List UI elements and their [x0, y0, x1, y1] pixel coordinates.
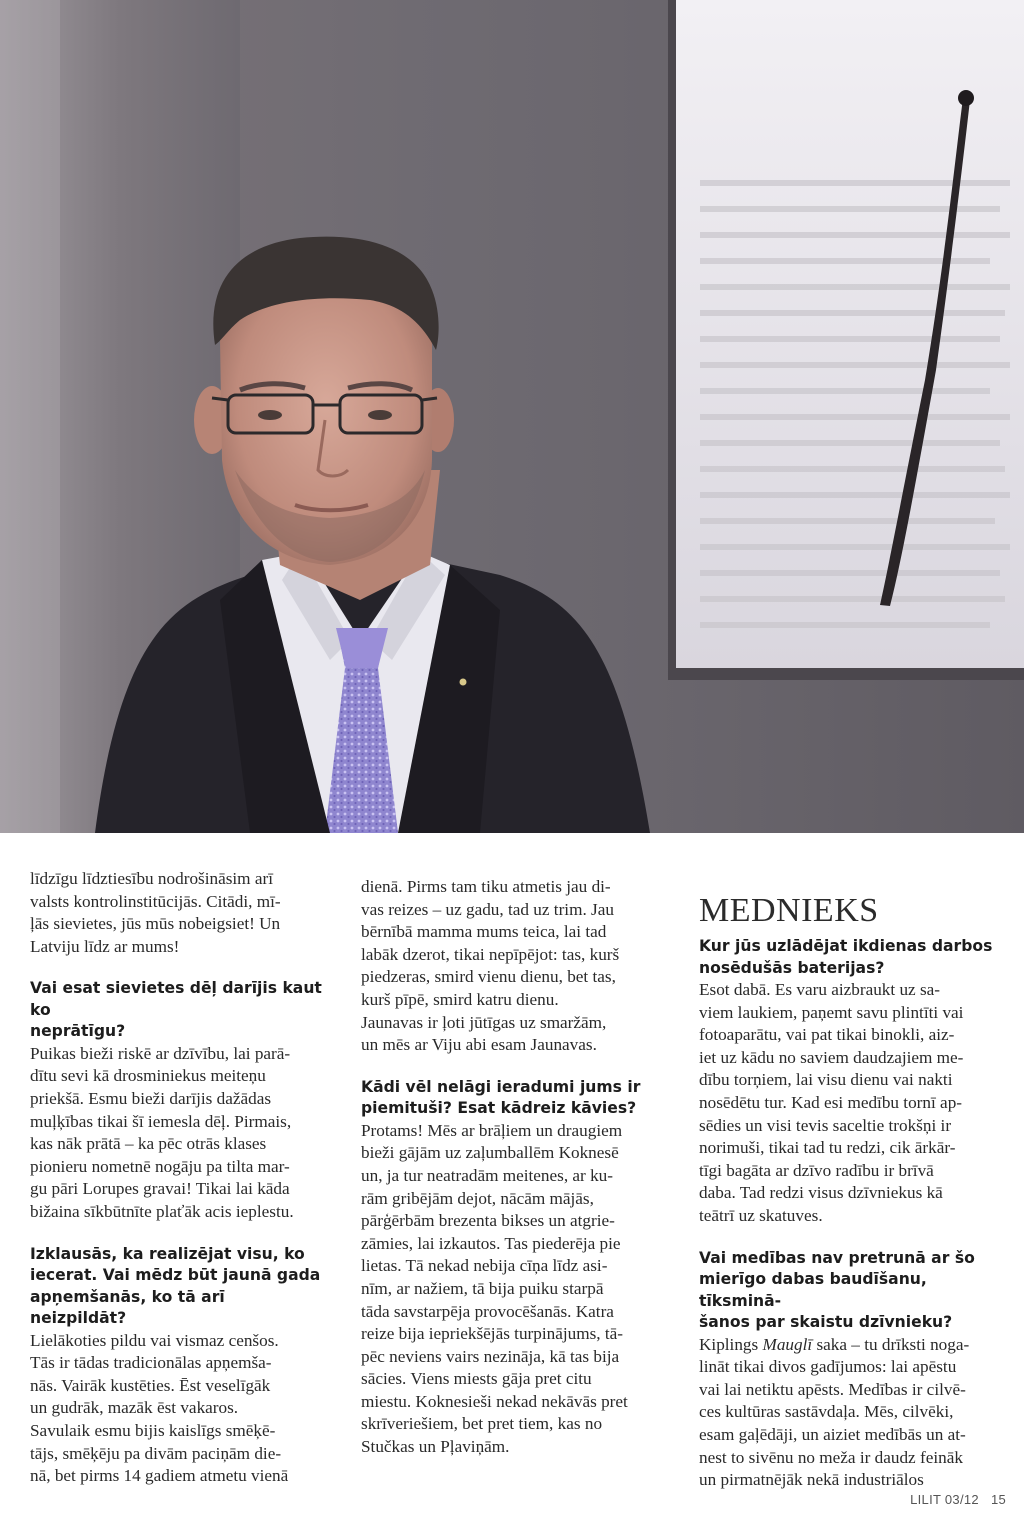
paragraph: dienā. Pirms tam tiku atmetis jau di- vas reizes – uz gadu, tad uz trim. Jau bērnībā mamma mums teica, lai tad labāk dzerot, tikai nepīpējot: tas, kurš piedzeras, smird vienu dienu, bet tas, kurš pīpē, smird katru dienu. Jaunavas ir ļoti jūtīgas uz smaržām, un mēs ar Viju abi esam Jaunavas. [361, 877, 620, 1055]
question-heading: Vai medības nav pretrunā ar šo mierīgo dabas baudīšanu, tīksminā- šanos par skaistu dzīvnieku? [699, 1248, 975, 1332]
article-column-3 [699, 892, 999, 1492]
question-heading: Kādi vēl nelāgi ieradumi jums ir piemituši? Esat kādreiz kāvies? [361, 1077, 641, 1118]
paragraph: Puikas bieži riskē ar dzīvību, lai parā- dītu sevi kā drosminiekus meiteņu priekšā. Esmu bieži darījis dažādas muļķības tikai šī iemesla dēļ. Pirmais, kas nāk prātā – ka pēc otrās klases pionieru nometnē nogāju pa tilta mar- gu pāri Lorupes gravai! Tikai lai kāda bižaina sīkbūtnīte plaťāk acis ieplestu. [30, 1043, 294, 1222]
section-heading: MEDNIEKS [699, 892, 879, 929]
paragraph: Lielākoties pildu vai vismaz cenšos. Tās ir tādas tradicionālas apņemša- nās. Vairāk kustēties. Ēst veselīgāk un gudrāk, mazāk ēst vakaros. Savulaik esmu bijis kaislīgs smēķē- tājs, smēķēju pa divām paciņām die- nā, bet pirms 14 gadiem atmetu vienā [30, 1330, 289, 1486]
paragraph [699, 1334, 999, 1492]
book-title: Mauglī [762, 1334, 813, 1354]
question-heading: Kur jūs uzlādējat ikdienas darbos nosēdušās baterijas? [699, 937, 993, 977]
paragraph: Protams! Mēs ar brāļiem un draugiem bieži gājām uz zaļumballēm Koknesē un, ja tur neatradām meitenes, ar ku- rām gribējām dejot, nācām mājās, pārģērbām brezenta bikses un atgrie- zāmies, lai izkautos. Tas piederēja pie lietas. Tā nekad nebija cīņa līdz asi- nīm, ar nažiem, tā bija puiku starpā tāda savstarpēja provocēšanās. Katra reize bija iepriekšējās turpinājums, tā- pēc neviens vairs nezināja, kā tas bija sācies. Viens miests gāja pret citu miestu. Koknesieši nekad nekāvās pret skrīveriešiem, bet pret tiem, kas no Stučkas un Pļaviņām. [361, 1120, 628, 1457]
issue-label: LILIT 03/12 [910, 1492, 979, 1507]
question-heading: Vai esat sievietes dēļ darījis kaut ko neprātīgu? [30, 979, 322, 1041]
page-footer [910, 1492, 1006, 1507]
question-heading: Izklausās, ka realizējat visu, ko iecerat. Vai mēdz būt jaunā gada apņemšanās, ko tā arī neizpildāt? [30, 1244, 321, 1328]
article-column-1 [30, 868, 326, 1488]
paragraph-text: Kiplings [699, 1334, 763, 1354]
article-column-2 [361, 876, 661, 1459]
paragraph-text: saka – tu drīksti noga- lināt tikai divos gadījumos: lai apēstu vai lai netiktu apēsts. Medības ir cilvē- ces kultūras sastāvdaļa. Mēs, cilvēki, esam gaļēdāji, un aiziet medībās un at- nest to sivēnu no meža ir daudz feināk un pirmatnējāk nekā industriālos [699, 1334, 970, 1490]
paragraph: līdzīgu līdztiesību nodrošināsim arī valsts kontrolinstitūcijās. Citādi, mī- ļās sievietes, jūs mūs nobeigsiet! Un Latviju līdz ar mums! [30, 869, 281, 956]
paragraph: Esot dabā. Es varu aizbraukt uz sa- viem laukiem, paņemt savu plintīti vai fotoaparātu, vai pat tikai binokli, aiz- iet uz kādu no saviem daudzajiem me- dību torņiem, lai visu dienu vai nakti nosēdētu tur. Kad esi medību tornī ap- sēdies un visi tevis saceltie trokšņi ir norimuši, tikai tad tu redzi, cik ārkār- tīgi bagāta ar dzīvo radību ir brīvā daba. Tad redzi visus dzīvniekus kā teātrī uz skatuves. [699, 980, 964, 1225]
page-number: 15 [990, 1492, 1006, 1507]
